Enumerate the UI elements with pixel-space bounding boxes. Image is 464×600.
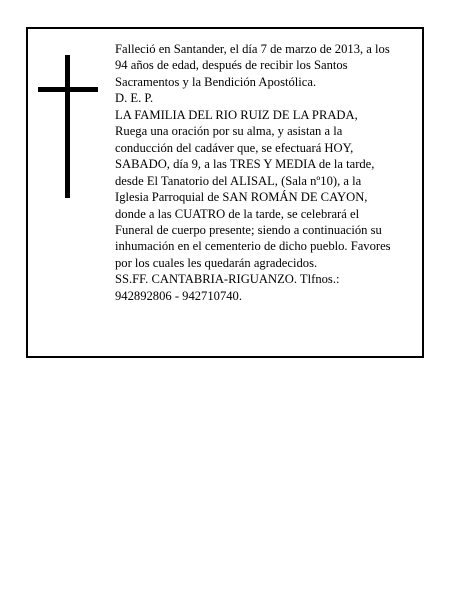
text-line-11: donde a las CUATRO de la tarde, se celebrará el — [115, 206, 360, 221]
cross-icon — [38, 55, 98, 198]
text-line-9: desde El Tanatorio del ALISAL, (Sala nº10), a la — [115, 173, 362, 188]
text-line-10: Iglesia Parroquial de SAN ROMÁN DE CAYON, — [115, 190, 368, 205]
text-line-13: inhumación en el cementerio de dicho pueblo. Favores — [115, 239, 391, 254]
text-line-15: SS.FF. CANTABRIA-RIGUANZO. Tlfnos.: — [115, 272, 340, 287]
text-line-1: Falleció en Santander, el día 7 de marzo de 2013, a los — [115, 42, 390, 56]
text-line-2: 94 años de edad, después de recibir los Santos — [115, 58, 348, 73]
text-line-5: LA FAMILIA DEL RIO RUIZ DE LA PRADA, — [115, 107, 358, 122]
text-line-12: Funeral de cuerpo presente; siendo a continuación su — [115, 222, 382, 237]
cross-horizontal-bar — [38, 87, 98, 92]
text-line-7: conducción del cadáver que, se efectuará HOY, — [115, 140, 354, 155]
cross-vertical-bar — [65, 55, 70, 198]
text-line-14: por los cuales les quedarán agradecidos. — [115, 255, 318, 270]
obituary-notice — [26, 27, 424, 358]
text-line-6: Ruega una oración por su alma, y asistan a la — [115, 124, 343, 139]
obituary-text — [115, 41, 417, 304]
text-line-3: Sacramentos y la Bendición Apostólica. — [115, 74, 317, 89]
text-line-8: SABADO, día 9, a las TRES Y MEDIA de la tarde, — [115, 157, 375, 172]
text-line-4: D. E. P. — [115, 91, 154, 106]
text-line-16: 942892806 - 942710740. — [115, 288, 242, 303]
